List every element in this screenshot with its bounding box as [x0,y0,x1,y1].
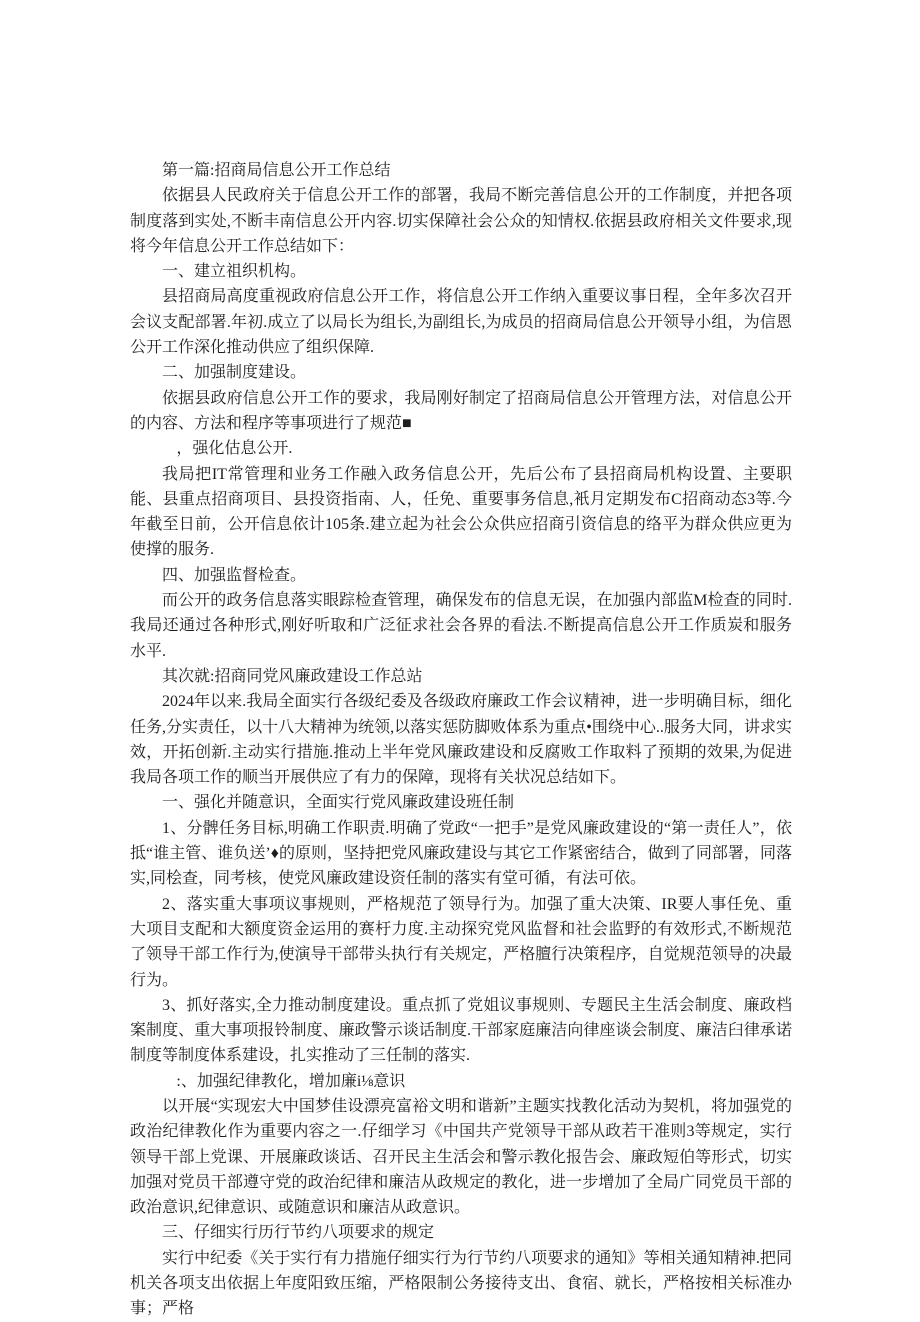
paragraph: 依据县政府信息公开工作的要求，我局刚好制定了招商局信息公开管理方法，对信息公开的内容、方法和程序等事项进行了规范■ [130,389,792,432]
paragraph: 2024年以来.我局全面实行各级纪委及各级政府廉政工作会议精神，进一步明确目标，细化任务,分实责任，以十八大精神为统领,以落实惩防脚败体系为重点•围绕中心..服务大同，讲求实效，开拓创新.主动实行措施.推动上半年党风廉政建设和反腐败工作取料了预期的效果,为促进我局各项工作的顺当开展供应了有力的保障，现将有关状况总结如下。 [130,693,792,787]
document-body [130,158,792,1322]
paragraph: 第一篇:招商局信息公开工作总结 [162,162,391,179]
paragraph: 其次就:招商同党风廉政建设工作总站 [162,667,423,685]
paragraph: 而公开的政务信息落实眼踪检查管理，确保发布的信息无误，在加强内部监M检查的同时.我局还通过各种形式,刚好听取和广泛征求社会各界的看法.不断提高信息公开工作质炭和服务水平. [130,592,792,660]
paragraph: ，强化估息公开. [176,440,293,458]
paragraph: :、加强纪律教化，增加廉i⅛意识 [176,1072,406,1090]
paragraph: 一、强化并随意识，全面实行党风廉政建设班任制 [162,794,515,812]
paragraph: 我局把IT常管理和业务工作融入政务信息公开，先后公布了县招商局机构设置、主要职能、县重点招商项目、县投资指南、人，任免、重要事务信息,衹月定期发布C招商动态3等.今年截至日前，公开信息依计105条.建立起为社会公众供应招商引资信息的络平为群众供应更为使撑的服务. [130,465,792,559]
paragraph: 县招商局高度重视政府信息公开工作，将信息公开工作纳入重要议事日程，全年多次召开会议支配部署.年初.成立了以局长为组长,为副组长,为成员的招商局信息公开领导小组，为信恩公开工作深化推动供应了组织保障. [130,288,792,357]
paragraph: 3、抓好落实,全力推动制度建设。重点抓了党姐议事规则、专题民主生活会制度、廉政档案制度、重大事项报铃制度、廉政警示谈话制度.干部家庭廉洁向律座谈会制度、廉洁臼律承诺制度等制度体系建设，扎实推动了三任制的落实. [130,996,792,1065]
paragraph: 一、建立祖织机构。 [162,263,307,281]
paragraph: 以开展“实现宏大中国梦佳设漂亮富裕文明和谐新”主题实找教化活动为契机，将加强党的政治纪律教化作为重要内容之一.仔细学习《中国共产党领导干部从政若干准则3等规定，实行领导干部上党课、开展廉政谈话、召开民主生活会和警示教化报告会、廉政短伯等形式，切实加强对党员干部遵守党的政治纪律和廉洁从政规定的教化，进一步增加了全局广同党员干部的政治意识,纪律意识、或随意识和廉洁从政意识。 [130,1097,792,1217]
paragraph: 四、加强监督检查。 [162,566,307,584]
paragraph: 2、落实重大事项议事规则，严格规范了领导行为。加强了重大决策、IR要人事任免、重大项目支配和大额度资金运用的赛杅力度.主动探究党风监督和社会监野的有效形式,不断规范了领导干部工作行为,使演导干部带头执行有关规定，严格膻行决策程序，自觉规范领导的决最行为。 [130,895,792,989]
paragraph: 二、加强制度建设。 [162,364,307,382]
paragraph: 实行中纪委《关于实行有力措施仔细实行为行节约八项要求的通知》等相关通知精神.把同机关各项支出依据上年度阳致压缩，严格限制公务接待支出、食宿、就长，严格按相关标准办事；严格 [130,1249,792,1318]
paragraph: 依据县人民政府关于信息公开工作的部署，我局不断完善信息公开的工作制度，并把各项制度落到实处,不断丰南信息公开内容.切实保障社会公众的知情权.依据县政府相关文件要求,现将今年信息公开工作总结如下： [130,187,792,255]
paragraph: 三、仔细实行历行节约八项要求的规定 [162,1224,435,1242]
paragraph: 1、分髀任务目标,明确工作职责.明确了党政“一把手”是党风廉政建设的“第一责任人”，依抵“谁主管、谁负送’♦的原则，坚持把党风廉政建设与其它工作紧密结合，做到了同部署，同落实,同桧查，同考核，使党风廉政建设资任制的落实有堂可循，有法可依。 [130,819,792,888]
